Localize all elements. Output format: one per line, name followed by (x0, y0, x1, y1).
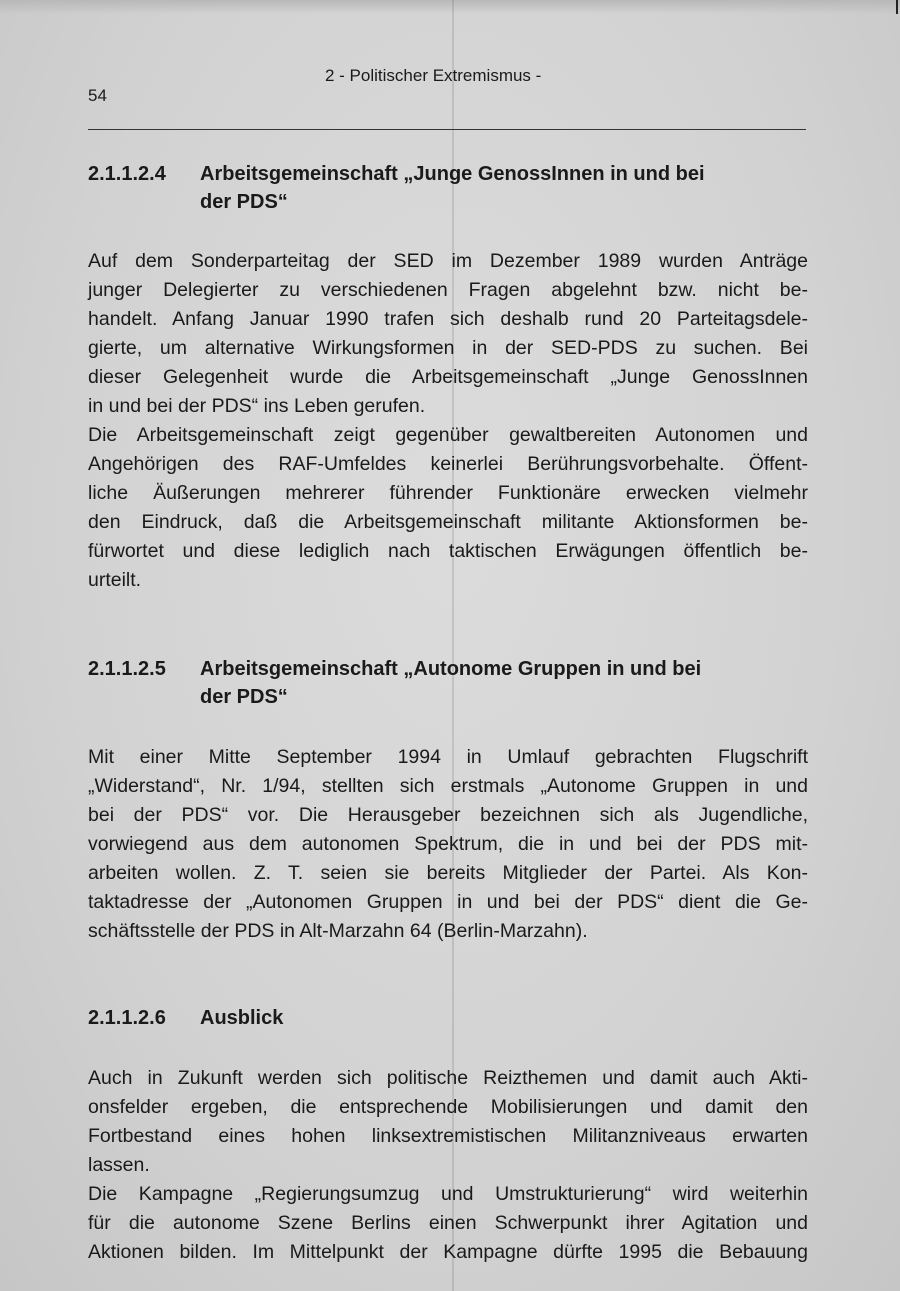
text-line: Aktionen bilden. Im Mittelpunkt der Kampagne dürfte 1995 die Bebauung (88, 1241, 808, 1263)
running-title: 2 - Politischer Extremismus - (325, 66, 542, 85)
paragraph (88, 743, 808, 946)
text-line: gierte, um alternative Wirkungsformen in der SED-PDS zu suchen. Bei (88, 337, 808, 359)
header-rule (88, 129, 806, 130)
paragraph (88, 1180, 808, 1267)
text-line: Mit einer Mitte September 1994 in Umlauf gebrachten Flugschrift (88, 746, 808, 768)
section-number: 2.1.1.2.6 (88, 1007, 166, 1029)
section-heading (88, 655, 808, 711)
text-line: urteilt. (88, 569, 142, 591)
page-content (88, 160, 808, 1267)
text-line: arbeiten wollen. Z. T. seien sie bereits Mitglieder der Partei. Als Kon- (88, 862, 808, 884)
section-title-line: Arbeitsgemeinschaft „Junge GenossInnen in und bei (200, 163, 705, 185)
text-line: dieser Gelegenheit wurde die Arbeitsgemeinschaft „Junge GenossInnen (88, 366, 808, 388)
section-title-line: der PDS“ (200, 191, 288, 213)
text-line: für die autonome Szene Berlins einen Schwerpunkt ihrer Agitation und (88, 1212, 808, 1234)
text-line: liche Äußerungen mehrerer führender Funktionäre erwecken vielmehr (88, 482, 808, 504)
section-number: 2.1.1.2.4 (88, 163, 166, 185)
text-line: fürwortet und diese lediglich nach taktischen Erwägungen öffentlich be- (88, 540, 808, 562)
scan-edge-mark (896, 0, 898, 14)
text-line: junger Delegierter zu verschiedenen Fragen abgelehnt bzw. nicht be- (88, 279, 808, 301)
section-title-line: der PDS“ (200, 686, 288, 708)
text-line: Auf dem Sonderparteitag der SED im Dezember 1989 wurden Anträge (88, 250, 808, 272)
text-line: Angehörigen des RAF-Umfeldes keinerlei Berührungsvorbehalte. Öffent- (88, 453, 808, 475)
section-title (200, 655, 808, 711)
text-line: „Widerstand“, Nr. 1/94, stellten sich erstmals „Autonome Gruppen in und (88, 775, 808, 797)
text-line: onsfelder ergeben, die entsprechende Mobilisierungen und damit den (88, 1096, 808, 1118)
paragraph (88, 421, 808, 595)
paragraph (88, 1064, 808, 1180)
section-title (200, 160, 808, 216)
text-line: lassen. (88, 1154, 150, 1176)
text-line: taktadresse der „Autonomen Gruppen in und bei der PDS“ dient die Ge- (88, 891, 808, 913)
scan-top-shadow (0, 0, 900, 14)
text-line: handelt. Anfang Januar 1990 trafen sich deshalb rund 20 Parteitagsdele- (88, 308, 808, 330)
section-heading (88, 160, 808, 216)
section-title-line: Ausblick (200, 1007, 284, 1029)
section-number: 2.1.1.2.5 (88, 658, 166, 680)
text-line: schäftsstelle der PDS in Alt-Marzahn 64 (Berlin-Marzahn). (88, 920, 588, 942)
text-line: in und bei der PDS“ ins Leben gerufen. (88, 395, 426, 417)
page-header (88, 62, 806, 122)
text-line: vorwiegend aus dem autonomen Spektrum, die in und bei der PDS mit- (88, 833, 808, 855)
text-line: den Eindruck, daß die Arbeitsgemeinschaft militante Aktionsformen be- (88, 511, 808, 533)
text-line: bei der PDS“ vor. Die Herausgeber bezeichnen sich als Jugendliche, (88, 804, 808, 826)
text-line: Auch in Zukunft werden sich politische Reizthemen und damit auch Akti- (88, 1067, 808, 1089)
text-line: Fortbestand eines hohen linksextremistischen Militanzniveaus erwarten (88, 1125, 808, 1147)
page-number: 54 (88, 86, 107, 105)
text-line: Die Arbeitsgemeinschaft zeigt gegenüber gewaltbereiten Autonomen und (88, 424, 808, 446)
text-line: Die Kampagne „Regierungsumzug und Umstrukturierung“ wird weiterhin (88, 1183, 808, 1205)
section-heading (88, 1004, 808, 1032)
paragraph (88, 247, 808, 421)
section-title-line: Arbeitsgemeinschaft „Autonome Gruppen in und bei (200, 658, 702, 680)
section-title (200, 1004, 808, 1032)
